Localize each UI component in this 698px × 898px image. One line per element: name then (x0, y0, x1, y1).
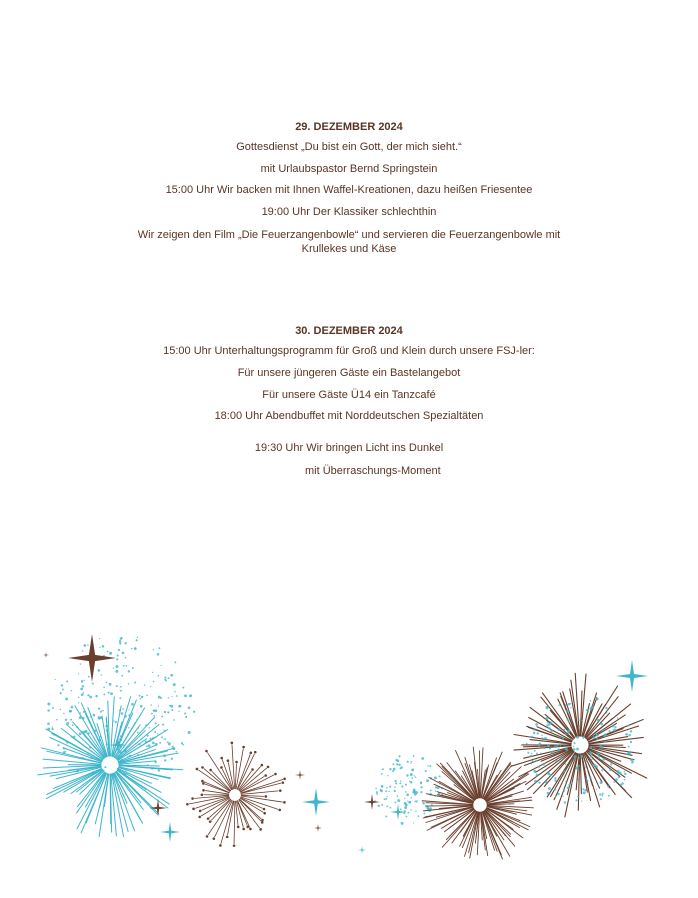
day1-line-film: Wir zeigen den Film „Die Feuerzangenbowle“ und servieren die Feuerzangenbowle mit (137, 229, 561, 241)
star-brown-tiny-2 (314, 824, 322, 832)
fireworks-illustration (0, 600, 698, 898)
right-brown-burst (422, 747, 533, 859)
day2-line-program: 15:00 Uhr Unterhaltungsprogramm für Groß und Klein durch unsere FSJ-ler: (163, 345, 535, 357)
day1-line-service: Gottesdienst „Du bist ein Gott, der mich sieht.“ (236, 141, 462, 153)
star-brown-small-2 (295, 770, 305, 780)
day2-line-dance: Für unsere Gäste Ü14 ein Tanzcafé (262, 389, 436, 401)
day2-line-light: 19:30 Uhr Wir bringen Licht ins Dunkel (254, 442, 444, 454)
star-brown-small-1 (149, 799, 167, 817)
star-brown-large (68, 634, 116, 682)
day1-line-film-cont: Krullekes und Käse (301, 243, 397, 255)
left-brown-dotted-burst (186, 742, 286, 847)
far-right-brown-burst (511, 673, 647, 817)
day1-line-waffles: 15:00 Uhr Wir backen mit Ihnen Waffel-Kreationen, dazu heißen Friesentee (165, 184, 533, 196)
day2-heading: 30. DEZEMBER 2024 (295, 325, 403, 337)
day2-line-crafts: Für unsere jüngeren Gäste ein Bastelangebot (237, 367, 461, 379)
star-cyan-small-1 (160, 822, 180, 842)
day1-line-classic: 19:00 Uhr Der Klassiker schlechthin (261, 206, 437, 218)
star-cyan-mid (302, 788, 330, 816)
star-brown-tiny (43, 652, 49, 658)
day2-line-buffet: 18:00 Uhr Abendbuffet mit Norddeutschen Spezialtäten (214, 410, 484, 422)
day1-line-pastor: mit Urlaubspastor Bernd Springstein (260, 163, 438, 175)
day2-line-surprise: mit Überraschungs-Moment (305, 465, 441, 477)
star-cyan-right (616, 660, 648, 692)
day1-heading: 29. DEZEMBER 2024 (295, 121, 403, 133)
star-cyan-mid-2 (390, 804, 406, 820)
star-cyan-small-2 (358, 846, 366, 854)
right-dot-cloud (374, 755, 443, 825)
star-brown-mid (364, 794, 380, 810)
left-cyan-burst (38, 697, 183, 837)
